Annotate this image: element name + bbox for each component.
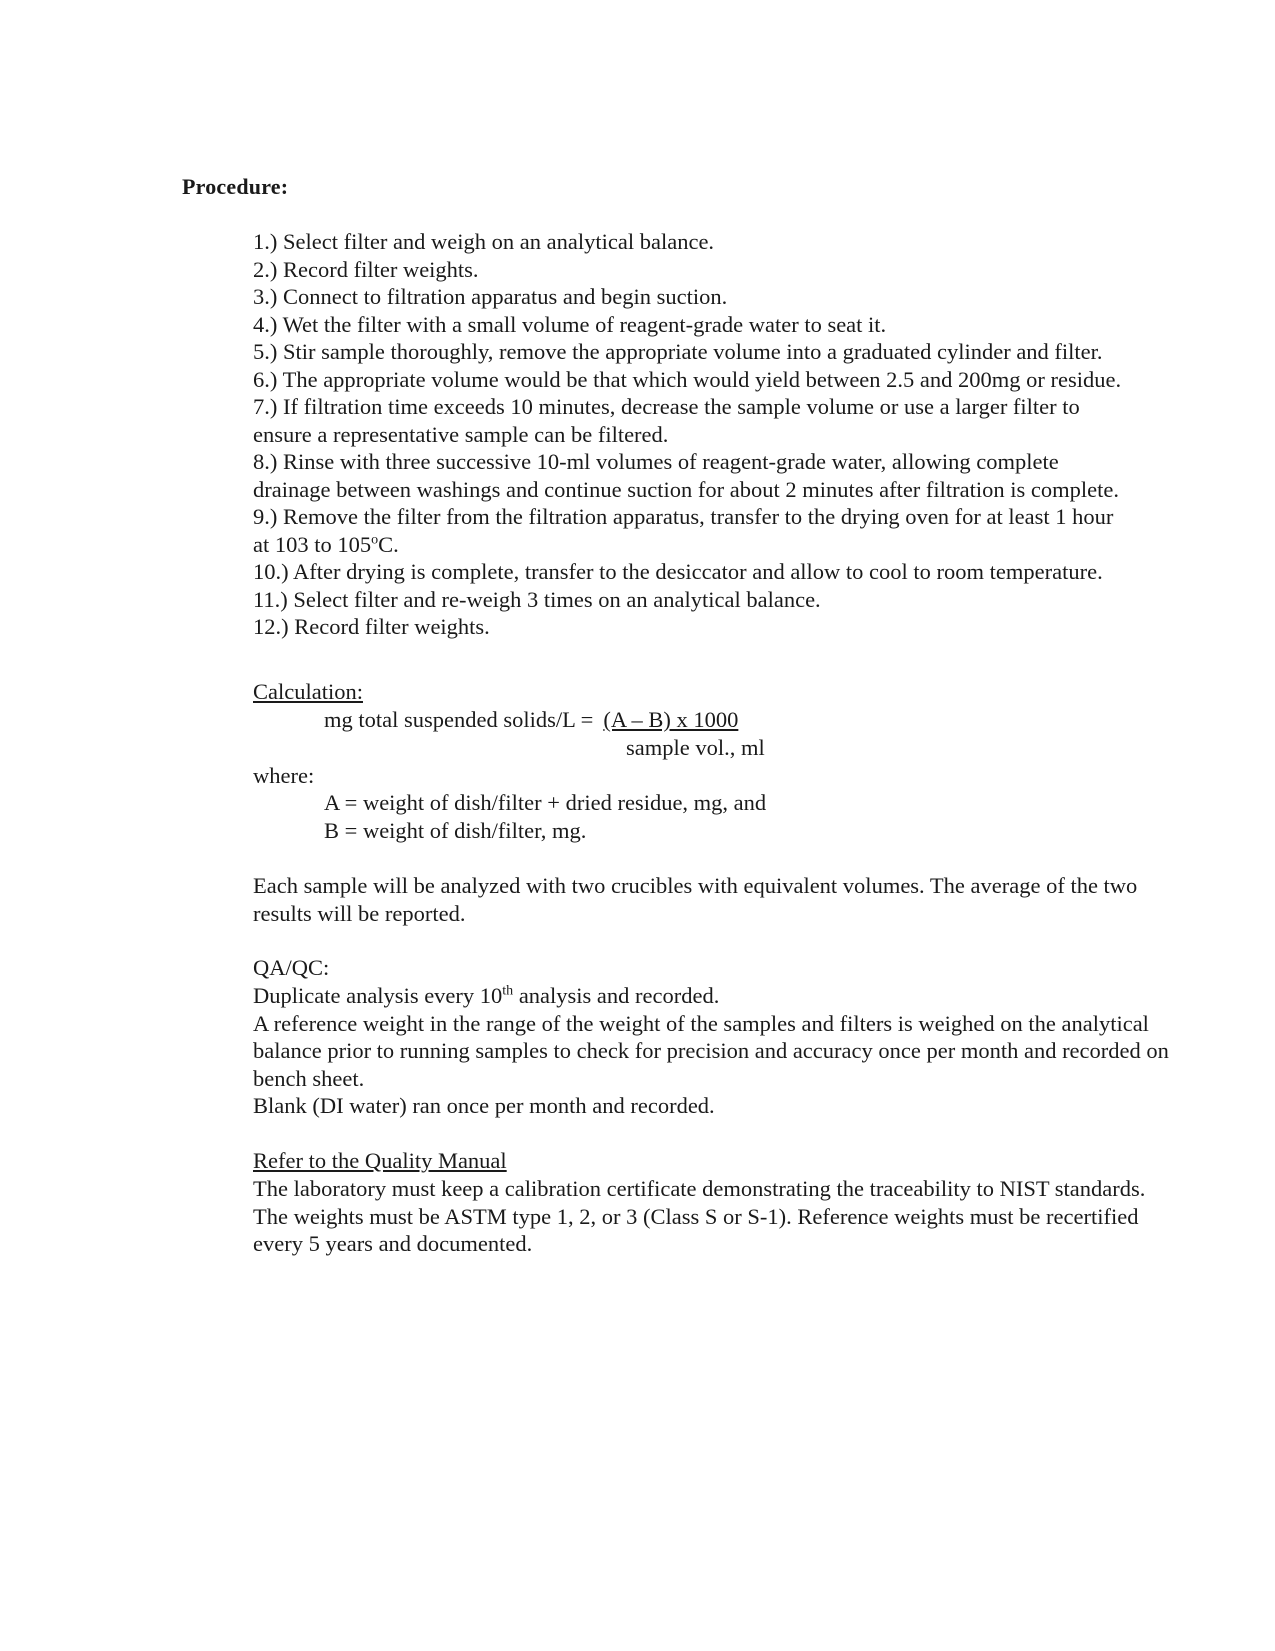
duplicate-analysis-line (253, 982, 1173, 1010)
formula-denominator: sample vol., ml (626, 735, 765, 760)
step-4: 4.) Wet the filter with a small volume of reagent-grade water to seat it. (253, 311, 887, 337)
qaqc-body (253, 982, 1173, 1120)
duplicate-suffix: analysis and recorded. (513, 983, 720, 1008)
calculation-heading: Calculation: (253, 679, 363, 704)
step-7-line-1: 7.) If filtration time exceeds 10 minutes, decrease the sample volume or use a larger filter to (253, 394, 1080, 419)
degree-superscript: o (371, 532, 379, 547)
step-9-line-2 (253, 531, 1183, 559)
step-9-temp-suffix: C. (378, 531, 399, 557)
step-10: 10.) After drying is complete, transfer to the desiccator and allow to cool to room temperature. (253, 559, 1103, 584)
quality-manual-body: The laboratory must keep a calibration certificate demonstrating the traceability to NIST standards. The weights must be ASTM type 1, 2, or 3 (Class S or S-1). Reference weights must be recertified every 5 years and documented. (253, 1176, 1146, 1256)
step-6: 6.) The appropriate volume would be that which would yield between 2.5 and 200mg or residue. (253, 366, 1122, 392)
formula-lhs: mg total suspended solids/L = (324, 707, 594, 732)
formula (324, 706, 824, 734)
reference-weight-paragraph: A reference weight in the range of the weight of the samples and filters is weighed on the analytical balance prior to running samples to check for precision and accuracy once per month and recorded on bench sheet. (253, 1010, 1169, 1091)
variable-definitions (324, 789, 1024, 844)
qaqc-heading: QA/QC: (253, 955, 330, 980)
step-5: 5.) Stir sample thoroughly, remove the appropriate volume into a graduated cylinder and filter. (253, 339, 1103, 364)
definition-b: B = weight of dish/filter, mg. (324, 817, 587, 843)
step-11: 11.) Select filter and re-weigh 3 times on an analytical balance. (253, 586, 821, 612)
duplicate-prefix: Duplicate analysis every 10 (253, 983, 503, 1008)
quality-manual-heading: Refer to the Quality Manual (253, 1148, 507, 1173)
step-2: 2.) Record filter weights. (253, 256, 479, 282)
step-9-temp-prefix: at 103 to 105 (253, 531, 372, 557)
where-label: where: (253, 763, 315, 788)
ordinal-superscript: th (502, 983, 514, 999)
step-7-line-2: ensure a representative sample can be filtered. (253, 421, 669, 447)
crucible-note: Each sample will be analyzed with two crucibles with equivalent volumes. The average of the two results will be reported. (253, 873, 1138, 926)
step-9-line-1: 9.) Remove the filter from the filtration apparatus, transfer to the drying oven for at least 1 hour (253, 504, 1114, 529)
step-8-line-1: 8.) Rinse with three successive 10-ml volumes of reagent-grade water, allowing complete (253, 449, 1059, 474)
step-3: 3.) Connect to filtration apparatus and begin suction. (253, 284, 728, 309)
step-8-line-2: drainage between washings and continue suction for about 2 minutes after filtration is complete. (253, 476, 1119, 502)
formula-numerator: (A – B) x 1000 (603, 707, 739, 732)
definition-a: A = weight of dish/filter + dried residue, mg, and (324, 790, 767, 815)
step-12: 12.) Record filter weights. (253, 614, 490, 639)
blank-line: Blank (DI water) ran once per month and recorded. (253, 1093, 715, 1118)
procedure-steps-list (253, 228, 1183, 641)
step-1: 1.) Select filter and weigh on an analytical balance. (253, 229, 715, 254)
procedure-heading: Procedure: (182, 174, 289, 199)
